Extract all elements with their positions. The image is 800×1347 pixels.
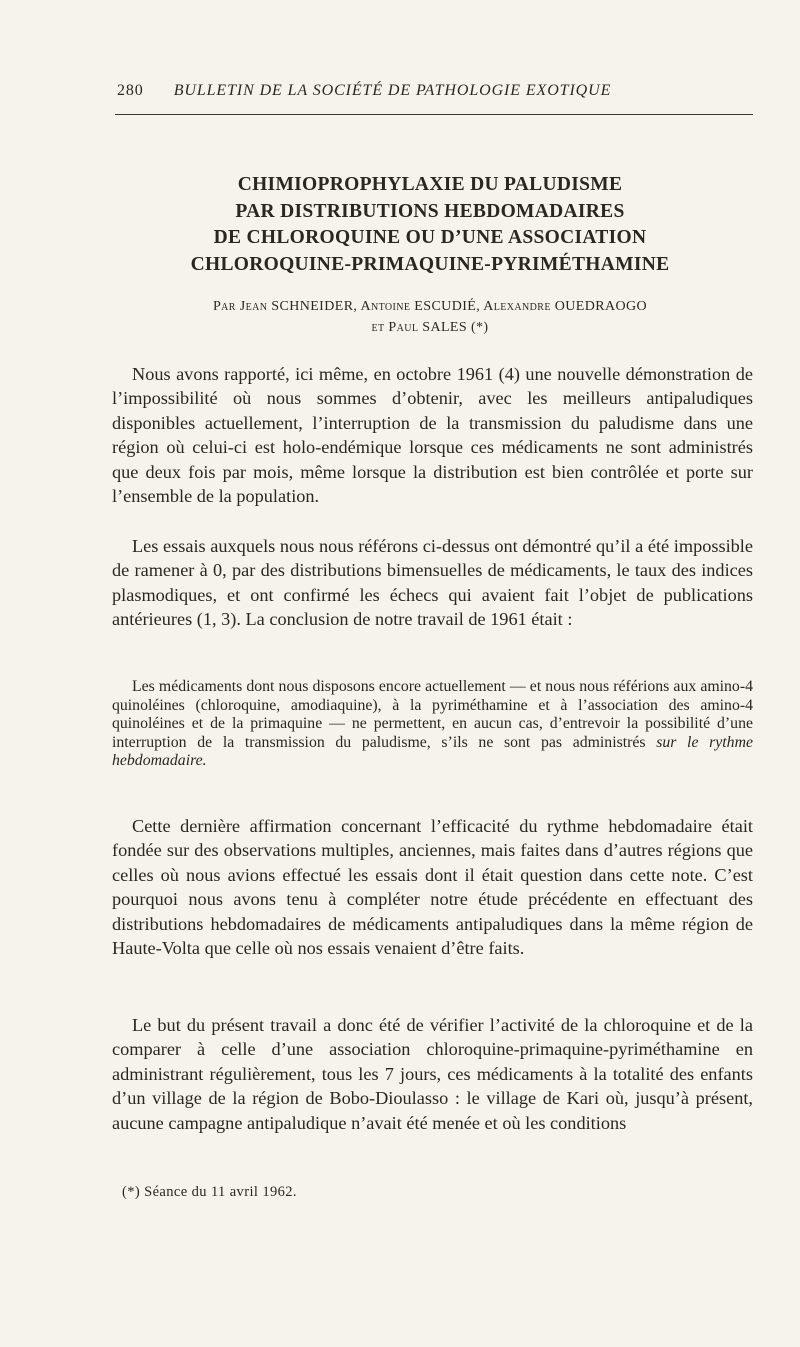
quote-text: Les médicaments dont nous disposons encore actuellement — et nous nous référions aux amino-4 quinoléines (chloroquine, amodiaquine), à la pyriméthamine et à l’association des amino-4 quinoléines et de la primaquine — ne permettent, en aucun cas, d’entrevoir la possibilité d’une interruption de la transmission du paludisme, s’ils ne sont pas administrés	[112, 678, 753, 751]
paragraph-text: Les essais auxquels nous nous référons ci-dessus ont démontré qu’il a été impossible de ramener à 0, par des distributions bimensuelles de médicaments, le taux des indices plasmodiques, et ont confirmé les échecs qui avaient fait l’objet de publications antérieures (1, 3). La conclusion de notre travail de 1961 était :	[112, 536, 753, 630]
footnote: (*) Séance du 11 avril 1962.	[122, 1184, 297, 1200]
page-number: 280	[117, 82, 144, 99]
paragraph	[112, 534, 753, 632]
title-line: CHLOROQUINE-PRIMAQUINE-PYRIMÉTHAMINE	[190, 253, 670, 275]
article-title	[100, 172, 760, 278]
quoted-conclusion	[112, 678, 753, 771]
paragraph	[112, 1013, 753, 1135]
quote-emphasis: sur le rythme hebdomadaire.	[112, 733, 753, 769]
header-rule	[115, 114, 753, 115]
title-line: CHIMIOPROPHYLAXIE DU PALUDISME	[237, 174, 623, 195]
journal-title: BULLETIN DE LA SOCIÉTÉ DE PATHOLOGIE EXOTIQUE	[173, 82, 612, 99]
author-list	[100, 296, 760, 338]
title-line: DE CHLOROQUINE OU D’UNE ASSOCIATION	[213, 227, 647, 248]
authors-line: et Paul SALES (*)	[371, 320, 489, 335]
paragraph	[112, 814, 753, 960]
running-head	[117, 82, 751, 100]
paragraph-text: Le but du présent travail a donc été de vérifier l’activité de la chloroquine et de la comparer à celle d’une association chloroquine-primaquine-pyriméthamine en administrant régulièrement, tous les 7 jours, ces médicaments à la totalité des enfants d’un village de la région de Bobo-Dioulasso : le village de Kari où, jusqu’à présent, aucune campagne antipaludique n’avait été menée et où les conditions	[112, 1015, 753, 1133]
paragraph	[112, 362, 753, 508]
paragraph-text: Cette dernière affirmation concernant l’efficacité du rythme hebdomadaire était fondée sur des observations multiples, anciennes, mais faites dans d’autres régions que celles où nous avions effectué les essais dont il était question dans cette note. C’est pourquoi nous avons tenu à compléter notre étude précédente en effectuant des distributions hebdomadaires de médicaments antipaludiques dans la même région de Haute-Volta que celle où nos essais venaient d’être faits.	[112, 816, 753, 959]
paragraph-text: Nous avons rapporté, ici même, en octobre 1961 (4) une nouvelle démonstration de l’impossibilité où nous sommes d’obtenir, avec les meilleurs antipaludiques disponibles actuellement, l’interruption de la transmission du paludisme dans une région où celui-ci est holo-endémique lorsque ces médicaments ne sont administrés que deux fois par mois, même lorsque la distribution est bien contrôlée et porte sur l’ensemble de la population.	[112, 364, 753, 507]
title-line: PAR DISTRIBUTIONS HEBDOMADAIRES	[235, 200, 625, 222]
authors-line: Par Jean SCHNEIDER, Antoine ESCUDIÉ, Alexandre OUEDRAOGO	[213, 299, 647, 314]
